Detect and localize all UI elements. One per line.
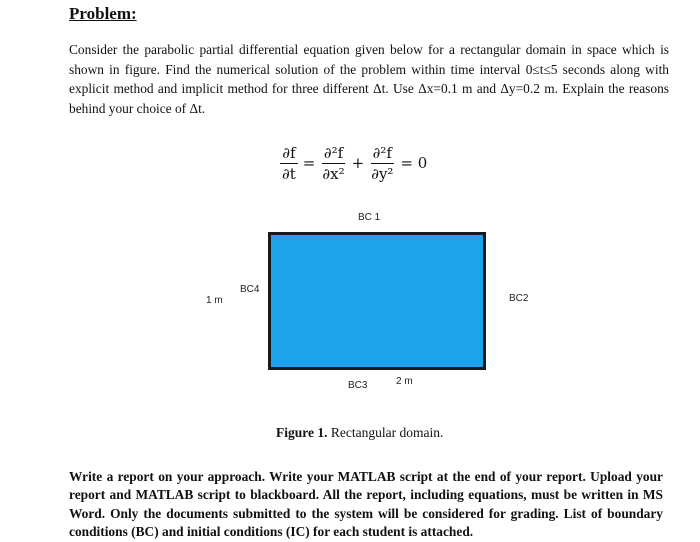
time-derivative-denominator: ∂t [282,164,296,183]
problem-statement: Consider the parabolic partial differential equation given below for a rectangular domain in space which is shown in figure. Find the numerical solution of the problem within time interval 0≤t≤5 seconds along with explicit method and implicit method for three different Δt. Use Δx=0.1 m and Δy=0.2 m. Explain the reasons behind your choice of Δt. [69,42,669,116]
bc1-label: BC 1 [358,212,381,223]
pde-equation [278,138,430,188]
plus-sign: + [351,154,365,172]
time-derivative [280,144,298,183]
x-derivative-numerator: ∂²f [323,143,344,162]
y-second-derivative [369,144,395,183]
y-derivative-denominator: ∂y² [371,164,394,183]
x-derivative-denominator: ∂x² [322,164,345,183]
figure-caption-text: Rectangular domain. [327,425,444,440]
bc3-label: BC3 [348,380,368,391]
problem-title: Problem: [69,4,137,23]
bc4-label: BC4 [240,284,260,295]
figure-caption [276,425,443,441]
figure-caption-number: Figure 1. [276,425,328,440]
bc2-label: BC2 [509,293,529,304]
time-derivative-numerator: ∂f [282,143,296,162]
equation-rhs: = 0 [400,154,428,172]
x-second-derivative [320,144,346,183]
y-derivative-numerator: ∂²f [372,143,392,162]
rectangular-domain [268,232,486,370]
equals-sign: = [302,154,316,172]
report-instructions: Write a report on your approach. Write your MATLAB script at the end of your report. Upload your report and MATLAB script to blackboard. All the report, including equations, must be written in MS Word. Only the documents submitted to the system will be considered for grading. List of boundary conditions (BC) and initial conditions (IC) for each student is attached. [69,469,663,540]
width-dimension-label: 2 m [396,376,413,387]
height-dimension-label: 1 m [206,295,223,306]
